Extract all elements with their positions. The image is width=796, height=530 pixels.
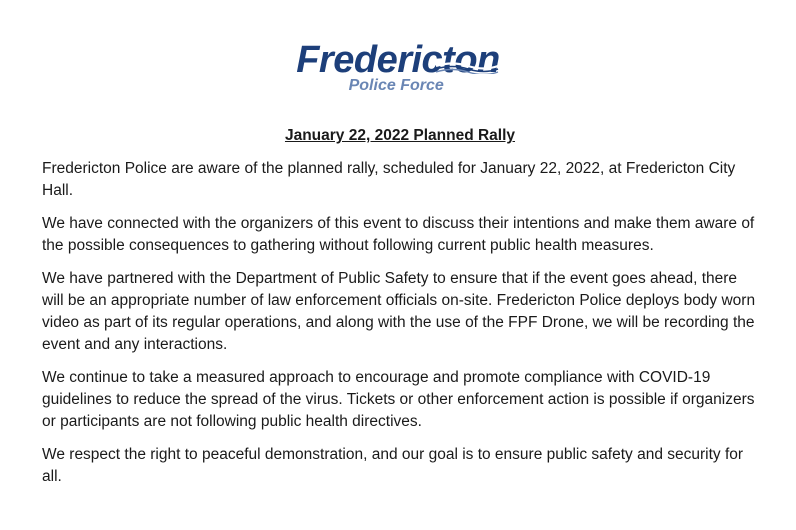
logo-subtitle: Police Force bbox=[348, 77, 444, 94]
paragraph: We have connected with the organizers of this event to discuss their intentions and make them aware of the possible consequences to gathering without following current public health measures. bbox=[42, 215, 755, 254]
paragraph: We continue to take a measured approach to encourage and promote compliance with COVID-19 guidelines to reduce the spread of the virus. Tickets or other enforcement action is possible if organizers or participants are not following public health directives. bbox=[42, 369, 755, 430]
logo-name: Fredericton bbox=[296, 39, 500, 81]
logo-wordmark bbox=[296, 40, 500, 94]
paragraph: We have partnered with the Department of Public Safety to ensure that if the event goes ahead, there will be an appropriate number of law enforcement officials on-site. Fredericton Police deploys body worn video as part of its regular operations, and along with the use of the FPF Drone, we will be recording the event and any interactions. bbox=[42, 270, 756, 353]
document-body bbox=[42, 126, 758, 499]
paragraph: We respect the right to peaceful demonstration, and our goal is to ensure public safety and security for all. bbox=[42, 446, 744, 485]
paragraph: Fredericton Police are aware of the planned rally, scheduled for January 22, 2022, at Fredericton City Hall. bbox=[42, 160, 736, 199]
document-title: January 22, 2022 Planned Rally bbox=[284, 127, 516, 144]
waves-icon bbox=[434, 60, 500, 74]
logo bbox=[0, 40, 796, 95]
